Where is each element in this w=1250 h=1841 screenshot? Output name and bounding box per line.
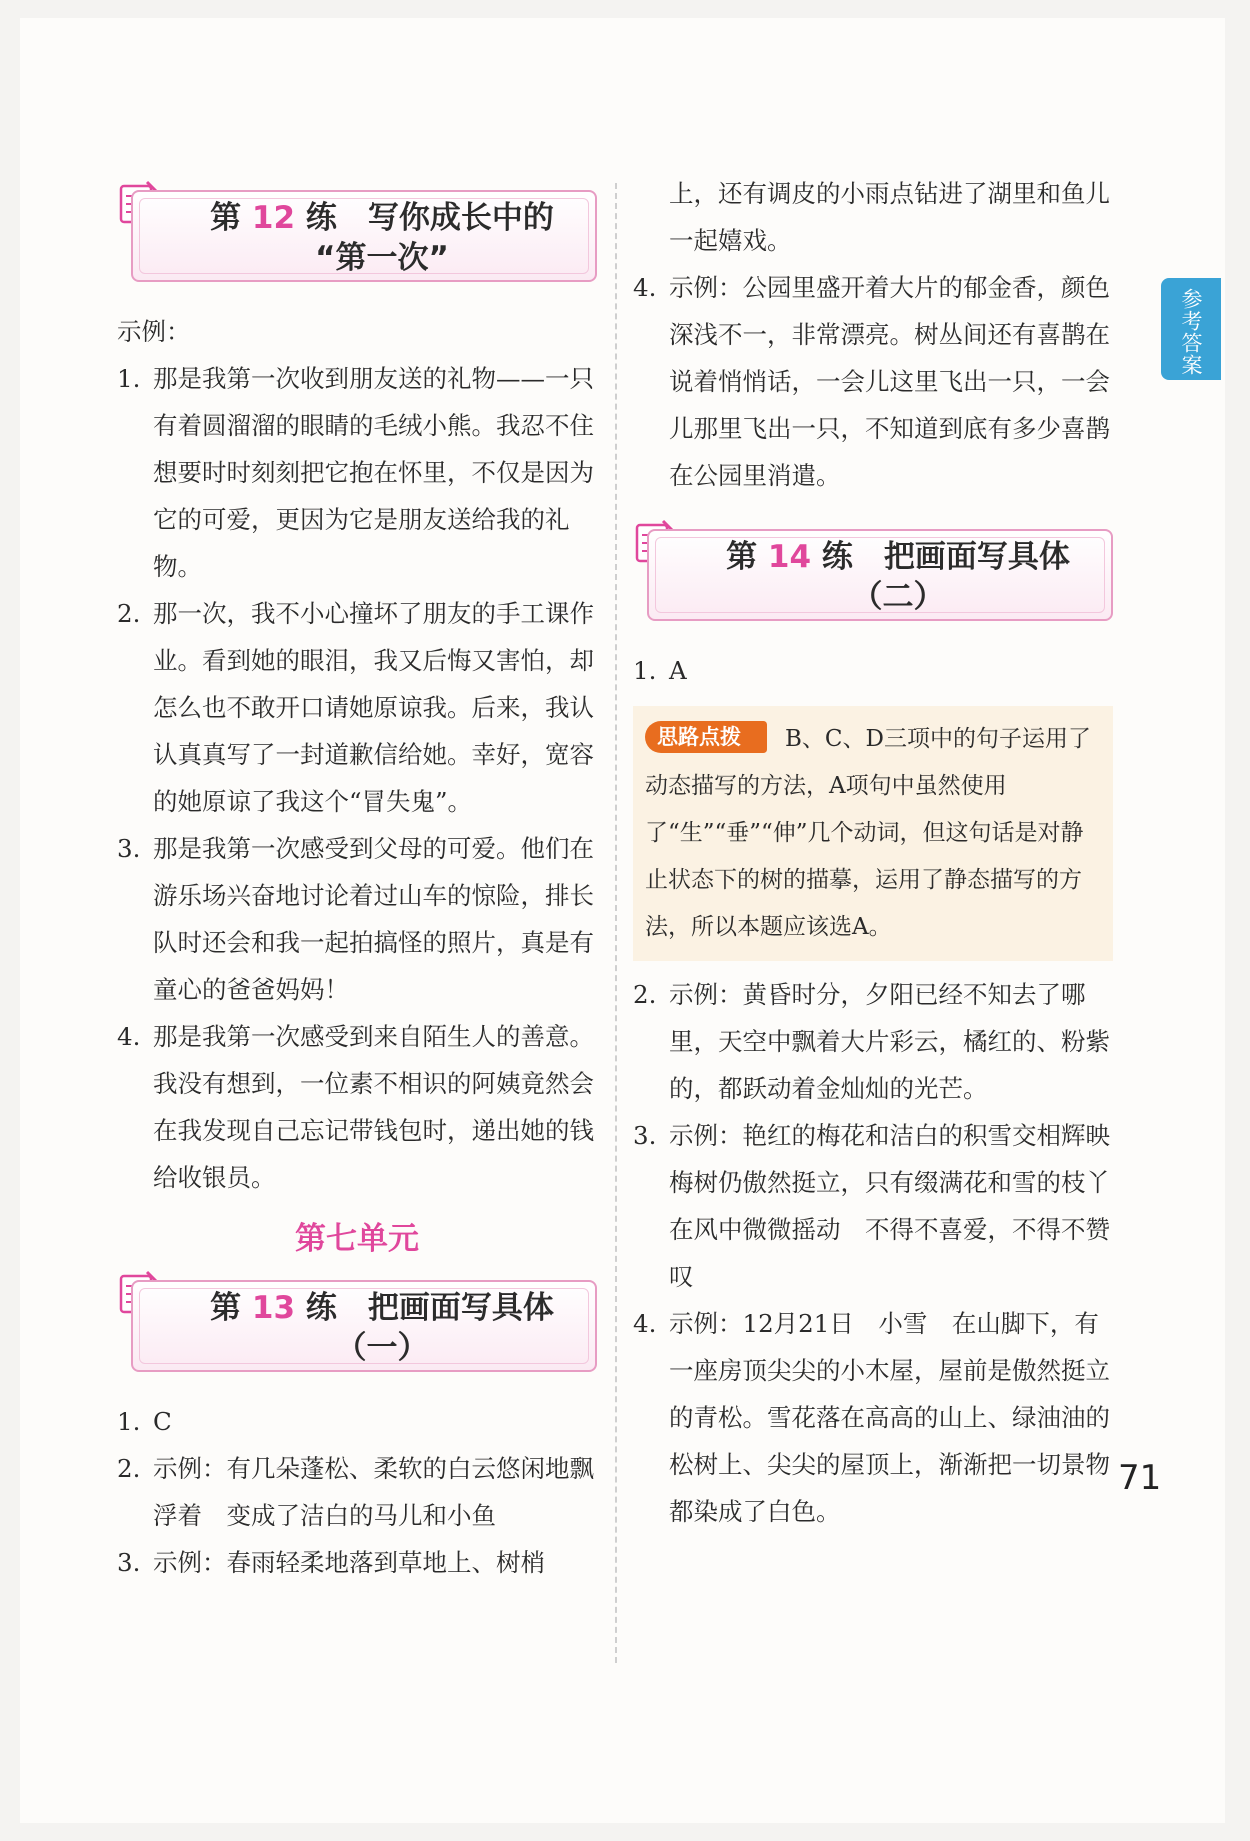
answer-item: 1. A	[633, 656, 687, 685]
left-column	[117, 178, 597, 1586]
heading-title: 第 13 练 把画面写具体 （一）	[210, 1290, 554, 1366]
hint-box	[633, 706, 1113, 961]
answer-item: 4. 示例：公园里盛开着大片的郁金香，颜色深浅不一，非常漂亮。树丛间还有喜鹊在说着悄悄话，一会儿这里飞出一只，一会儿那里飞出一只，不知道到底有多少喜鹊在公园里消遣。	[633, 273, 1110, 490]
heading-exercise-12	[117, 178, 597, 286]
page	[20, 18, 1225, 1823]
answer-item: 1. C	[117, 1407, 172, 1436]
example-label: 示例：	[117, 317, 191, 346]
answer-continuation: 上，还有调皮的小雨点钻进了湖里和鱼儿一起嬉戏。	[669, 179, 1110, 255]
answer-item: 2. 示例：有几朵蓬松、柔软的白云悠闲地飘浮着 变成了洁白的马儿和小鱼	[117, 1454, 594, 1530]
column-divider	[615, 183, 617, 1663]
heading-exercise-13	[117, 1268, 597, 1376]
tab-label: 参考答案	[1179, 288, 1203, 376]
hint-text: B、C、D三项中的句子运用了动态描写的方法，A项句中虽然使用了“生”“垂”“伸”几个动词，但这句话是对静止状态下的树的描摹，运用了静态描写的方法，所以本题应该选A。	[645, 726, 1091, 940]
answer-item: 4. 示例：12月21日 小雪 在山脚下，有一座房顶尖尖的小木屋，屋前是傲然挺立的青松。雪花落在高高的山上、绿油油的松树上、尖尖的屋顶上，渐渐把一切景物都染成了白色。	[633, 1309, 1110, 1526]
heading-exercise-14	[633, 517, 1113, 625]
answer-item: 2. 那一次，我不小心撞坏了朋友的手工课作业。看到她的眼泪，我又后悔又害怕，却怎么也不敢开口请她原谅我。后来，我认认真真写了一封道歉信给她。幸好，宽容的她原谅了我这个“冒失鬼”。	[117, 599, 594, 816]
answer-item: 3. 示例：艳红的梅花和洁白的积雪交相辉映 梅树仍傲然挺立，只有缀满花和雪的枝丫在风中微微摇动 不得不喜爱，不得不赞叹	[633, 1121, 1135, 1291]
page-number: 71	[1118, 1458, 1162, 1498]
answer-item: 3. 那是我第一次感受到父母的可爱。他们在游乐场兴奋地讨论着过山车的惊险，排长队时还会和我一起拍搞怪的照片，真是有童心的爸爸妈妈！	[117, 834, 594, 1004]
right-column	[633, 170, 1135, 1535]
hint-badge: 思路点拨	[645, 721, 767, 753]
answer-section-tab	[1161, 278, 1221, 380]
answer-item: 2. 示例：黄昏时分，夕阳已经不知去了哪里，天空中飘着大片彩云，橘红的、粉紫的，都跃动着金灿灿的光芒。	[633, 980, 1110, 1103]
unit-title: 第七单元	[295, 1221, 419, 1257]
heading-title: 第 14 练 把画面写具体 （二）	[726, 539, 1070, 615]
answer-item: 3. 示例：春雨轻柔地落到草地上、树梢	[117, 1548, 545, 1577]
heading-title: 第 12 练 写你成长中的 “第一次”	[210, 200, 554, 276]
answer-item: 4. 那是我第一次感受到来自陌生人的善意。我没有想到，一位素不相识的阿姨竟然会在我发现自己忘记带钱包时，递出她的钱给收银员。	[117, 1022, 594, 1192]
answer-item: 1. 那是我第一次收到朋友送的礼物——一只有着圆溜溜的眼睛的毛绒小熊。我忍不住想要时时刻刻把它抱在怀里，不仅是因为它的可爱，更因为它是朋友送给我的礼物。	[117, 364, 594, 581]
